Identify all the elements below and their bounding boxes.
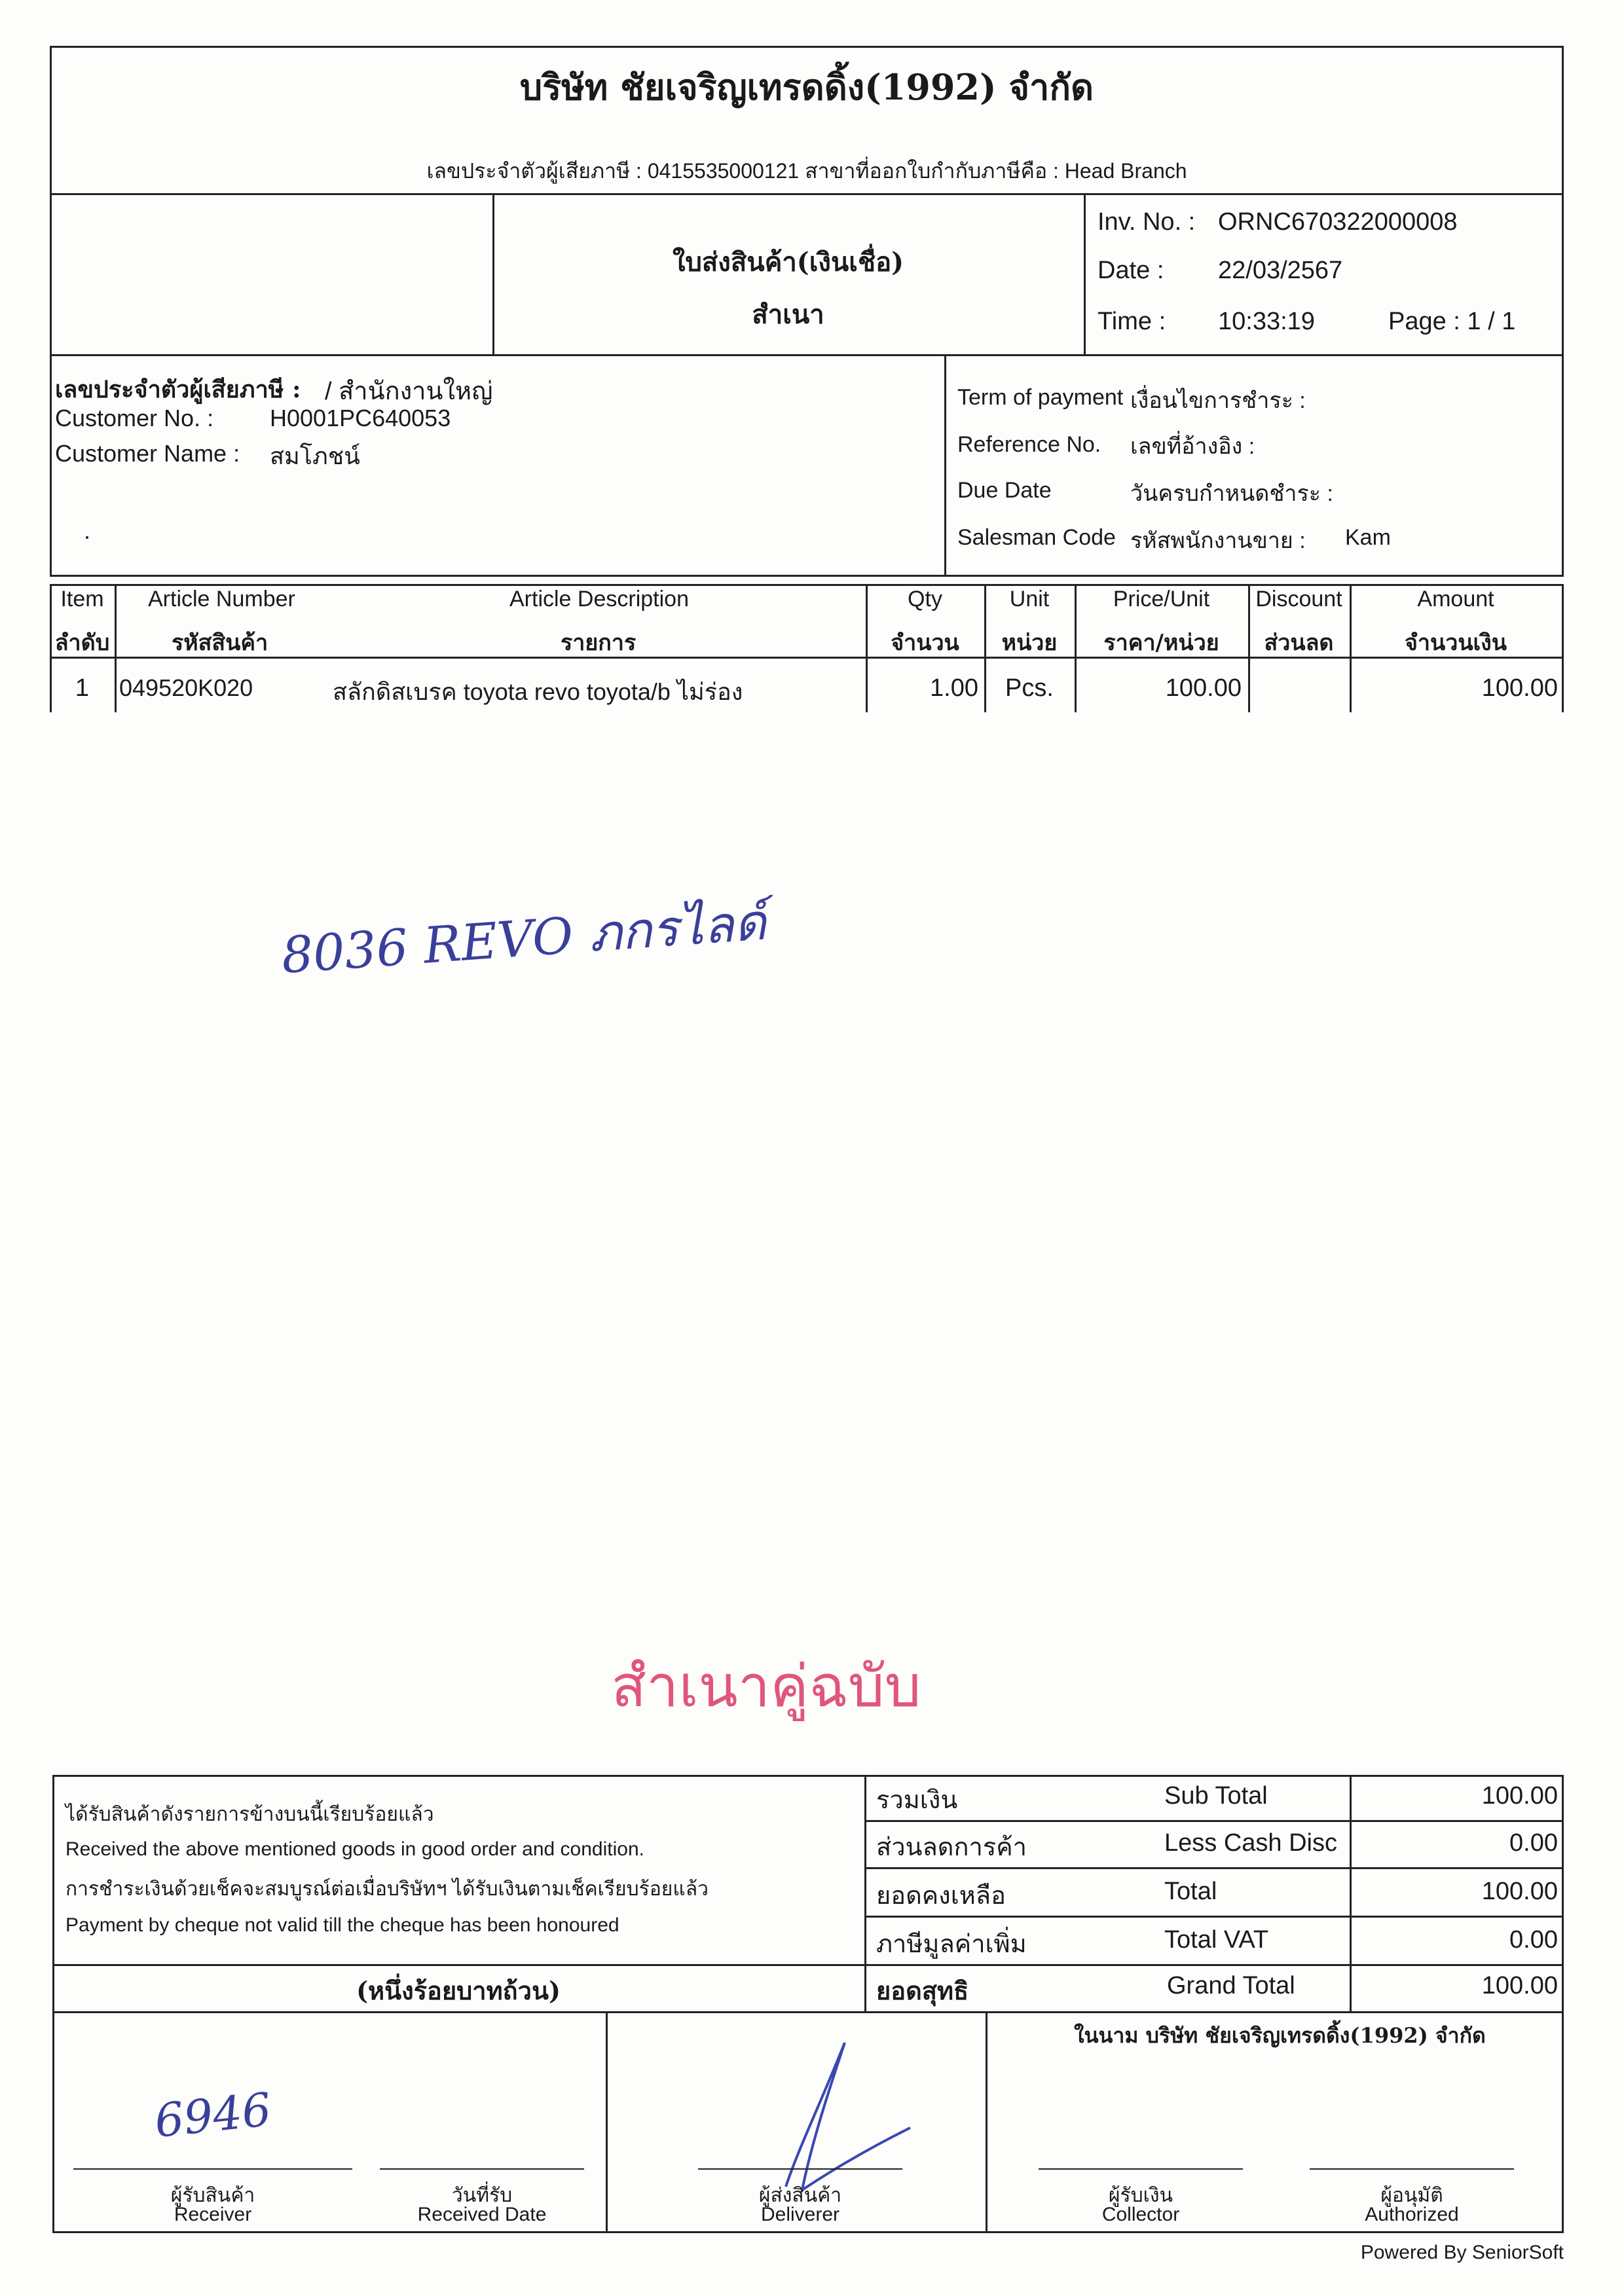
signature-line bbox=[73, 2168, 352, 2170]
customer-tax-value: / สำนักงานใหญ่ bbox=[325, 378, 493, 405]
due-date-th: วันครบกำหนดชำระ : bbox=[1130, 481, 1333, 506]
company-name: บริษัท ชัยเจริญเทรดดิ้ง(1992) จำกัด bbox=[519, 66, 1094, 108]
row-line bbox=[864, 1820, 1564, 1822]
signature-line bbox=[1039, 2168, 1243, 2170]
receiver-th: ผู้รับสินค้า bbox=[170, 2185, 255, 2206]
customer-name-label: Customer Name : bbox=[55, 440, 240, 467]
row-line bbox=[864, 1867, 1564, 1869]
on-behalf: ในนาม บริษัท ชัยเจริญเทรดดิ้ง(1992) จำกัด bbox=[1074, 2023, 1486, 2048]
th-item-th: ลำดับ bbox=[54, 630, 110, 656]
amount-in-words: (หนึ่งร้อยบาทถ้วน) bbox=[356, 1976, 561, 2005]
time-label: Time : bbox=[1098, 308, 1166, 335]
vat-value: 0.00 bbox=[1509, 1926, 1558, 1954]
subtotal-value: 100.00 bbox=[1481, 1782, 1558, 1810]
divider bbox=[864, 1775, 866, 2013]
th-qty: Qty bbox=[908, 587, 942, 611]
term-payment-th: เงื่อนไขการชำระ : bbox=[1130, 388, 1306, 413]
due-date-label: Due Date bbox=[957, 478, 1052, 503]
salesman-value: Kam bbox=[1345, 525, 1391, 550]
total-value: 100.00 bbox=[1481, 1878, 1558, 1905]
handwritten-note: 8036 REVO ภกรไลด์ bbox=[279, 892, 768, 985]
total-th: ยอดคงเหลือ bbox=[876, 1882, 1006, 1910]
footer-note-3: การชำระเงินด้วยเช็คจะสมบูรณ์ต่อเมื่อบริษัทฯ ได้รับเงินตามเช็คเรียบร้อยแล้ว bbox=[65, 1878, 709, 1900]
footer-note-1: ได้รับสินค้าดังรายการข้างบนนี้เรียบร้อยแล้ว bbox=[65, 1804, 434, 1825]
row-line bbox=[864, 1916, 1564, 1918]
divider bbox=[944, 354, 946, 577]
signature-line bbox=[1310, 2168, 1514, 2170]
reference-th: เลขที่อ้างอิง : bbox=[1130, 434, 1255, 459]
th-discount-th: ส่วนลด bbox=[1264, 630, 1334, 656]
col-line bbox=[115, 584, 117, 712]
th-unit: Unit bbox=[1009, 587, 1050, 611]
inv-no: ORNC670322000008 bbox=[1218, 208, 1458, 236]
divider bbox=[606, 2011, 608, 2233]
th-article-th: รหัสสินค้า bbox=[172, 630, 268, 656]
page-number: Page : 1 / 1 bbox=[1388, 308, 1516, 335]
authorized-en: Authorized bbox=[1365, 2204, 1459, 2225]
divider bbox=[1084, 193, 1086, 356]
collector-en: Collector bbox=[1101, 2204, 1180, 2225]
col-line bbox=[1562, 657, 1564, 712]
customer-no-label: Customer No. : bbox=[55, 405, 214, 431]
reference-label: Reference No. bbox=[957, 432, 1101, 457]
deliverer-en: Deliverer bbox=[760, 2204, 840, 2225]
customer-dot: . bbox=[84, 517, 91, 544]
footer-note-4: Payment by cheque not valid till the cheque has been honoured bbox=[65, 1914, 619, 1936]
th-price: Price/Unit bbox=[1113, 587, 1210, 611]
received-date-en: Received Date bbox=[417, 2204, 547, 2225]
receiver-handwriting: 6946 bbox=[152, 2082, 274, 2149]
company-tax-line: เลขประจำตัวผู้เสียภาษี : 0415535000121 สาขาที่ออกใบกำกับภาษีคือ : Head Branch bbox=[426, 159, 1187, 183]
customer-name: สมโภชน์ bbox=[270, 443, 360, 469]
row-article: 049520K020 bbox=[119, 674, 253, 701]
time-value: 10:33:19 bbox=[1218, 308, 1315, 335]
th-desc-th: รายการ bbox=[561, 630, 637, 656]
inv-label: Inv. No. : bbox=[1098, 208, 1196, 236]
vat-th: ภาษีมูลค่าเพิ่ม bbox=[876, 1931, 1027, 1958]
row-price: 100.00 bbox=[1165, 674, 1242, 702]
th-item: Item bbox=[60, 587, 104, 611]
doc-copy-label: สำเนา bbox=[752, 299, 824, 330]
deliverer-signature bbox=[720, 2030, 917, 2200]
term-payment-label: Term of payment bbox=[957, 385, 1124, 410]
received-date-th: วันที่รับ bbox=[451, 2185, 513, 2206]
grand-total-th: ยอดสุทธิ bbox=[876, 1976, 969, 2005]
row-unit: Pcs. bbox=[1005, 674, 1054, 702]
th-price-th: ราคา/หน่วย bbox=[1103, 630, 1219, 656]
authorized-th: ผู้อนุมัติ bbox=[1380, 2185, 1443, 2206]
row-line bbox=[52, 1964, 1564, 1966]
row-desc: สลักดิสเบรค toyota revo toyota/b ไม่ร่อง bbox=[333, 678, 743, 705]
vat-en: Total VAT bbox=[1164, 1926, 1269, 1954]
th-desc: Article Description bbox=[509, 587, 689, 611]
th-qty-th: จำนวน bbox=[891, 630, 959, 656]
date-value: 22/03/2567 bbox=[1218, 257, 1343, 284]
less-disc-value: 0.00 bbox=[1509, 1829, 1558, 1857]
total-en: Total bbox=[1164, 1878, 1217, 1905]
date-label: Date : bbox=[1098, 257, 1164, 284]
subtotal-en: Sub Total bbox=[1164, 1782, 1268, 1810]
row-amount: 100.00 bbox=[1481, 674, 1558, 702]
row-item: 1 bbox=[75, 674, 90, 702]
customer-tax-label: เลขประจำตัวผู้เสียภาษี : bbox=[55, 376, 301, 403]
salesman-th: รหัสพนักงานขาย : bbox=[1130, 528, 1306, 553]
deliverer-th: ผู้ส่งสินค้า bbox=[758, 2185, 842, 2206]
th-discount: Discount bbox=[1255, 587, 1342, 611]
customer-no: H0001PC640053 bbox=[270, 405, 451, 431]
salesman-label: Salesman Code bbox=[957, 525, 1116, 550]
powered-by: Powered By SeniorSoft bbox=[1360, 2242, 1564, 2263]
collector-th: ผู้รับเงิน bbox=[1108, 2185, 1173, 2206]
footer-note-2: Received the above mentioned goods in good order and condition. bbox=[65, 1838, 644, 1860]
less-disc-th: ส่วนลดการค้า bbox=[876, 1834, 1027, 1861]
less-disc-en: Less Cash Disc bbox=[1164, 1829, 1337, 1857]
copy-stamp: สำเนาคู่ฉบับ bbox=[611, 1652, 921, 1720]
signature-line bbox=[380, 2168, 584, 2170]
grand-total-value: 100.00 bbox=[1481, 1972, 1558, 1999]
row-line bbox=[52, 2011, 1564, 2013]
receiver-en: Receiver bbox=[174, 2204, 252, 2225]
grand-total-en: Grand Total bbox=[1167, 1972, 1295, 1999]
th-article: Article Number bbox=[148, 587, 295, 611]
signature-line bbox=[698, 2168, 902, 2170]
doc-title: ใบส่งสินค้า(เงินเชื่อ) bbox=[672, 247, 904, 278]
divider bbox=[986, 2011, 987, 2233]
th-amount: Amount bbox=[1417, 587, 1494, 611]
th-unit-th: หน่วย bbox=[1001, 630, 1058, 656]
subtotal-th: รวมเงิน bbox=[876, 1787, 958, 1814]
th-amount-th: จำนวนเงิน bbox=[1404, 630, 1507, 656]
row-qty: 1.00 bbox=[930, 674, 978, 702]
